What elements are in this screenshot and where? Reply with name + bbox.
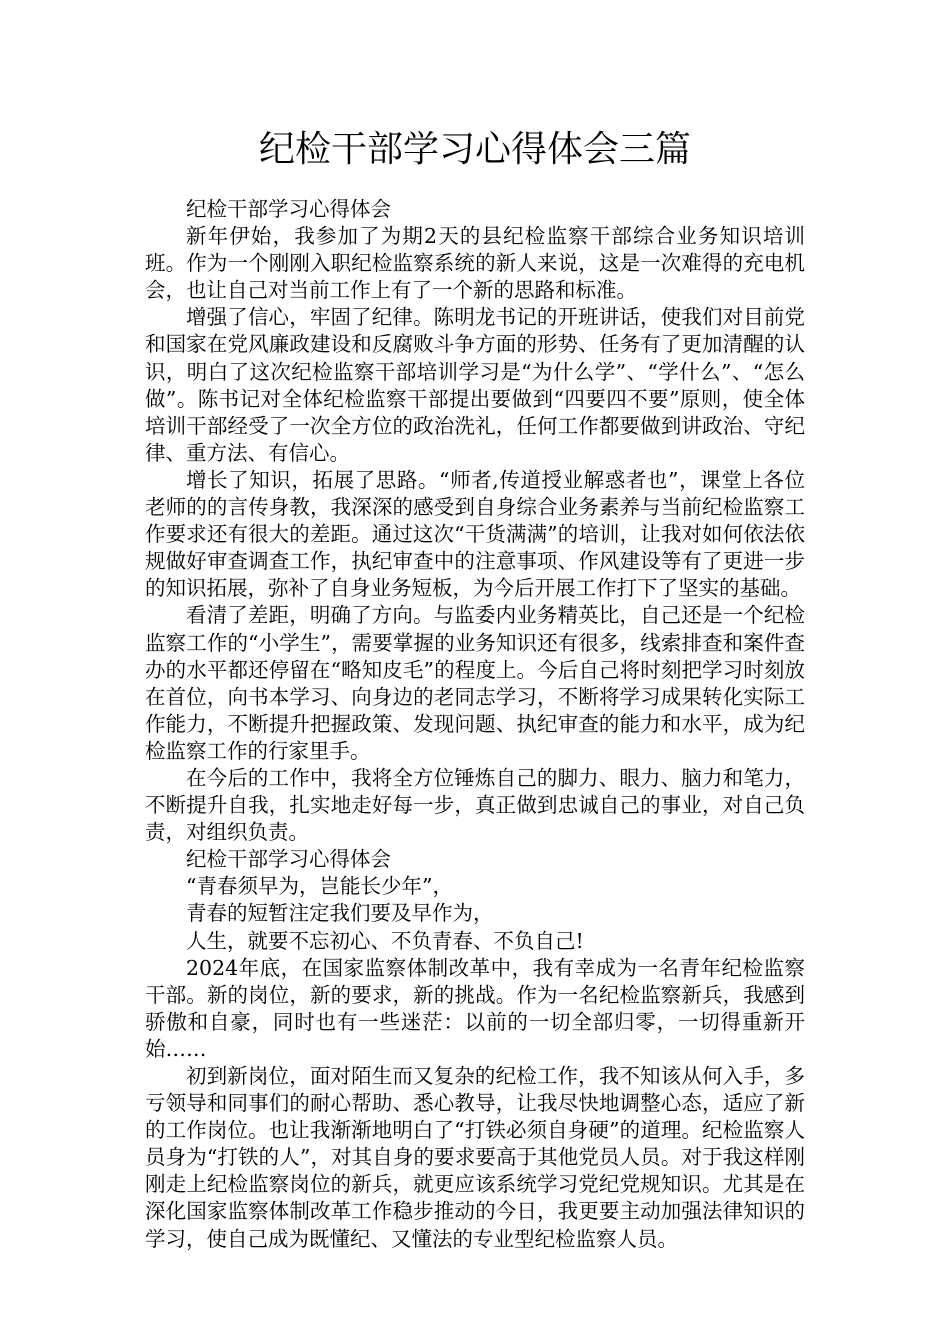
- paragraph: “青春须早为，岂能长少年”，: [186, 874, 453, 899]
- section-heading-2: 纪检干部学习心得体会: [186, 847, 391, 872]
- document-body: [145, 196, 805, 1253]
- paragraph: 在今后的工作中，我将全方位锤炼自己的脚力、眼力、脑力和笔力，不断提升自我，扎实地走好每一步，真正做到忠诚自己的事业，对自己负责，对组织负责。: [145, 765, 805, 845]
- section-heading-1: 纪检干部学习心得体会: [186, 197, 391, 221]
- paragraph: 青春的短暂注定我们要及早作为，: [186, 901, 494, 926]
- paragraph: 2024年底，在国家监察体制改革中，我有幸成为一名青年纪检监察干部。新的岗位，新的要求，新的挑战。作为一名纪检监察新兵，我感到骄傲和自豪，同时也有一些迷茫：以前的一切全部归零，一切得重新开始……: [145, 955, 805, 1061]
- paragraph: 人生，就要不忘初心、不负青春、不负自己!: [186, 928, 584, 953]
- paragraph: 新年伊始，我参加了为期2天的县纪检监察干部综合业务知识培训班。作为一个刚刚入职纪检监察系统的新人来说，这是一次难得的充电机会，也让自己对当前工作上有了一个新的思路和标准。: [145, 224, 805, 303]
- paragraph: 增强了信心，牢固了纪律。陈明龙书记的开班讲话，使我们对目前党和国家在党风廉政建设和反腐败斗争方面的形势、任务有了更加清醒的认识，明白了这次纪检监察干部培训学习是“为什么学”、“学什么”、“怎么做”。陈书记对全体纪检监察干部提出要做到“四要四不要”原则，使全体培训干部经受了一次全方位的政治洗礼，任何工作都要做到讲政治、守纪律、重方法、有信心。: [145, 305, 805, 465]
- paragraph: 增长了知识，拓展了思路。“师者,传道授业解惑者也”，课堂上各位老师的的言传身教，我深深的感受到自身综合业务素养与当前纪检监察工作要求还有很大的差距。通过这次“干货满满”的培训，让我对如何依法依规做好审查调查工作，执纪审查中的注意事项、作风建设等有了更进一步的知识拓展，弥补了自身业务短板，为今后开展工作打下了坚实的基础。: [145, 467, 805, 601]
- paragraph: 看清了差距，明确了方向。与监委内业务精英比，自己还是一个纪检监察工作的“小学生”，需要掌握的业务知识还有很多，线索排查和案件查办的水平都还停留在“略知皮毛”的程度上。今后自己将时刻把学习时刻放在首位，向书本学习、向身边的老同志学习，不断将学习成果转化实际工作能力，不断提升把握政策、发现问题、执纪审查的能力和水平，成为纪检监察工作的行家里手。: [145, 603, 805, 763]
- paragraph: 初到新岗位，面对陌生而又复杂的纪检工作，我不知该从何入手，多亏领导和同事们的耐心帮助、悉心教导，让我尽快地调整心态，适应了新的工作岗位。也让我渐渐地明白了“打铁必须自身硬”的道理。纪检监察人员身为“打铁的人”，对其自身的要求要高于其他党员人员。对于我这样刚刚走上纪检监察岗位的新兵，就更应该系统学习党纪党规知识。尤其是在深化国家监察体制改革工作稳步推动的今日，我更要主动加强法律知识的学习，使自己成为既懂纪、又懂法的专业型纪检监察人员。: [145, 1064, 805, 1251]
- document-title: 纪检干部学习心得体会三篇: [258, 129, 691, 170]
